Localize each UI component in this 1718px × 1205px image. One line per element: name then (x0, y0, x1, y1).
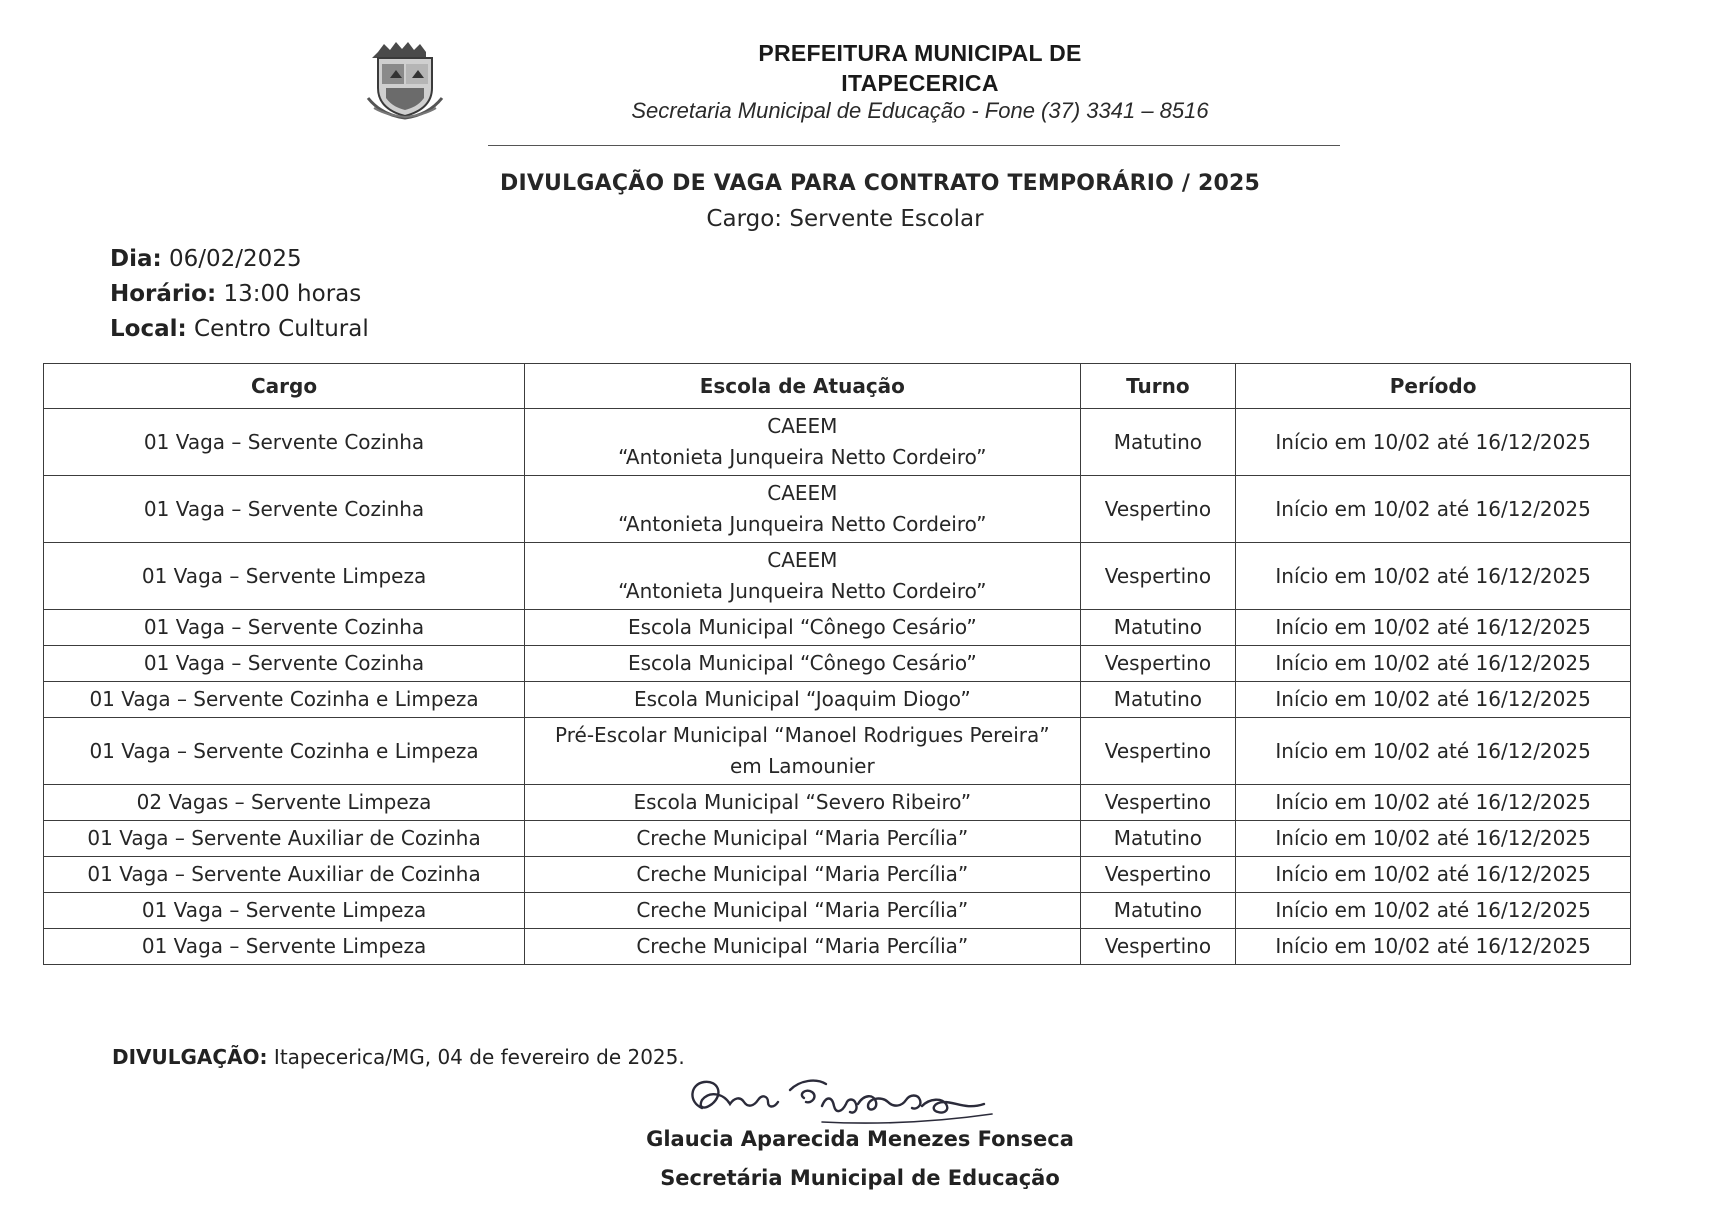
escola-line-1: CAEEM (767, 481, 838, 505)
header-divider (488, 145, 1340, 146)
table-row (44, 409, 1631, 476)
escola-line-1: Creche Municipal “Maria Percília” (636, 934, 969, 958)
cell-turno: Vespertino (1080, 785, 1236, 821)
escola-line-1: Escola Municipal “Joaquim Diogo” (633, 687, 971, 711)
header-title-line1: PREFEITURA MUNICIPAL DE (758, 40, 1082, 66)
escola-line-1: Escola Municipal “Cônego Cesário” (627, 651, 977, 675)
escola-line-1: Escola Municipal “Severo Ribeiro” (633, 790, 972, 814)
cell-periodo: Início em 10/02 até 16/12/2025 (1236, 893, 1631, 929)
column-header-cargo: Cargo (44, 364, 525, 409)
cell-cargo: 01 Vaga – Servente Auxiliar de Cozinha (44, 857, 525, 893)
cell-escola (525, 409, 1080, 476)
cell-escola (525, 821, 1080, 857)
meta-horario-value: 13:00 horas (223, 281, 362, 307)
cell-escola (525, 646, 1080, 682)
table-row (44, 646, 1631, 682)
cell-cargo: 01 Vaga – Servente Cozinha (44, 646, 525, 682)
table-row (44, 718, 1631, 785)
cell-turno: Matutino (1080, 821, 1236, 857)
cell-escola (525, 893, 1080, 929)
cell-periodo: Início em 10/02 até 16/12/2025 (1236, 718, 1631, 785)
meta-local-value: Centro Cultural (194, 316, 369, 342)
cell-turno: Vespertino (1080, 543, 1236, 610)
cell-turno: Matutino (1080, 409, 1236, 476)
cell-periodo: Início em 10/02 até 16/12/2025 (1236, 857, 1631, 893)
cell-turno: Matutino (1080, 610, 1236, 646)
cell-cargo: 01 Vaga – Servente Cozinha (44, 476, 525, 543)
escola-line-1: Pré-Escolar Municipal “Manoel Rodrigues Pereira” (555, 723, 1050, 747)
table-header-row (44, 364, 1631, 409)
vacancies-table (43, 363, 1631, 965)
column-header-periodo: Período (1236, 364, 1631, 409)
cell-escola (525, 718, 1080, 785)
cell-cargo: 01 Vaga – Servente Cozinha (44, 610, 525, 646)
escola-line-1: Creche Municipal “Maria Percília” (636, 862, 969, 886)
cell-turno: Vespertino (1080, 476, 1236, 543)
table-row (44, 476, 1631, 543)
cell-cargo: 01 Vaga – Servente Auxiliar de Cozinha (44, 821, 525, 857)
divulgacao-value: Itapecerica/MG, 04 de fevereiro de 2025. (273, 1045, 685, 1069)
cell-periodo: Início em 10/02 até 16/12/2025 (1236, 929, 1631, 965)
cell-escola (525, 543, 1080, 610)
meta-local (110, 316, 369, 342)
table-row (44, 543, 1631, 610)
table-row (44, 682, 1631, 718)
signatory-role: Secretária Municipal de Educação (660, 1166, 1060, 1190)
cell-escola (525, 785, 1080, 821)
cell-turno: Vespertino (1080, 857, 1236, 893)
document-title: DIVULGAÇÃO DE VAGA PARA CONTRATO TEMPORÁRIO / 2025 (499, 171, 1260, 196)
meta-dia-value: 06/02/2025 (169, 246, 302, 272)
cell-periodo: Início em 10/02 até 16/12/2025 (1236, 610, 1631, 646)
cell-periodo: Início em 10/02 até 16/12/2025 (1236, 682, 1631, 718)
escola-line-1: CAEEM (767, 548, 838, 572)
cell-cargo: 01 Vaga – Servente Limpeza (44, 929, 525, 965)
header-subtitle: Secretaria Municipal de Educação - Fone (37) 3341 – 8516 (631, 98, 1209, 123)
meta-horario-label: Horário: (110, 281, 217, 307)
escola-line-2: em Lamounier (729, 754, 875, 778)
cell-periodo: Início em 10/02 até 16/12/2025 (1236, 409, 1631, 476)
meta-local-label: Local: (110, 316, 187, 342)
meta-dia (110, 246, 302, 272)
table-row (44, 821, 1631, 857)
cell-periodo: Início em 10/02 até 16/12/2025 (1236, 646, 1631, 682)
column-header-escola: Escola de Atuação (525, 364, 1080, 409)
cell-turno: Vespertino (1080, 718, 1236, 785)
table-row (44, 893, 1631, 929)
cell-turno: Vespertino (1080, 929, 1236, 965)
cell-escola (525, 476, 1080, 543)
header-title-line2: ITAPECERICA (841, 70, 999, 96)
table-row (44, 785, 1631, 821)
cell-periodo: Início em 10/02 até 16/12/2025 (1236, 543, 1631, 610)
table-body (44, 409, 1631, 965)
meta-dia-label: Dia: (110, 246, 162, 272)
cell-cargo: 01 Vaga – Servente Cozinha e Limpeza (44, 718, 525, 785)
table-row (44, 610, 1631, 646)
cell-turno: Matutino (1080, 682, 1236, 718)
table-row (44, 857, 1631, 893)
coat-of-arms-icon (360, 38, 450, 124)
document-subtitle: Cargo: Servente Escolar (706, 206, 984, 232)
cell-cargo: 02 Vagas – Servente Limpeza (44, 785, 525, 821)
cell-periodo: Início em 10/02 até 16/12/2025 (1236, 821, 1631, 857)
meta-horario (110, 281, 361, 307)
signatory-name: Glaucia Aparecida Menezes Fonseca (646, 1127, 1074, 1151)
escola-line-1: Creche Municipal “Maria Percília” (636, 898, 969, 922)
cell-escola (525, 929, 1080, 965)
escola-line-2: “Antonieta Junqueira Netto Cordeiro” (618, 579, 987, 603)
escola-line-1: CAEEM (767, 414, 838, 438)
cell-periodo: Início em 10/02 até 16/12/2025 (1236, 476, 1631, 543)
escola-line-1: Escola Municipal “Cônego Cesário” (627, 615, 977, 639)
cell-escola (525, 682, 1080, 718)
escola-line-2: “Antonieta Junqueira Netto Cordeiro” (618, 512, 987, 536)
cell-periodo: Início em 10/02 até 16/12/2025 (1236, 785, 1631, 821)
cell-turno: Matutino (1080, 893, 1236, 929)
divulgacao-label: DIVULGAÇÃO: (112, 1045, 268, 1069)
divulgacao-line (112, 1045, 685, 1069)
cell-cargo: 01 Vaga – Servente Cozinha e Limpeza (44, 682, 525, 718)
column-header-turno: Turno (1080, 364, 1236, 409)
escola-line-1: Creche Municipal “Maria Percília” (636, 826, 969, 850)
escola-line-2: “Antonieta Junqueira Netto Cordeiro” (618, 445, 987, 469)
cell-escola (525, 610, 1080, 646)
cell-cargo: 01 Vaga – Servente Limpeza (44, 543, 525, 610)
cell-escola (525, 857, 1080, 893)
cell-cargo: 01 Vaga – Servente Cozinha (44, 409, 525, 476)
cell-turno: Vespertino (1080, 646, 1236, 682)
table-row (44, 929, 1631, 965)
cell-cargo: 01 Vaga – Servente Limpeza (44, 893, 525, 929)
